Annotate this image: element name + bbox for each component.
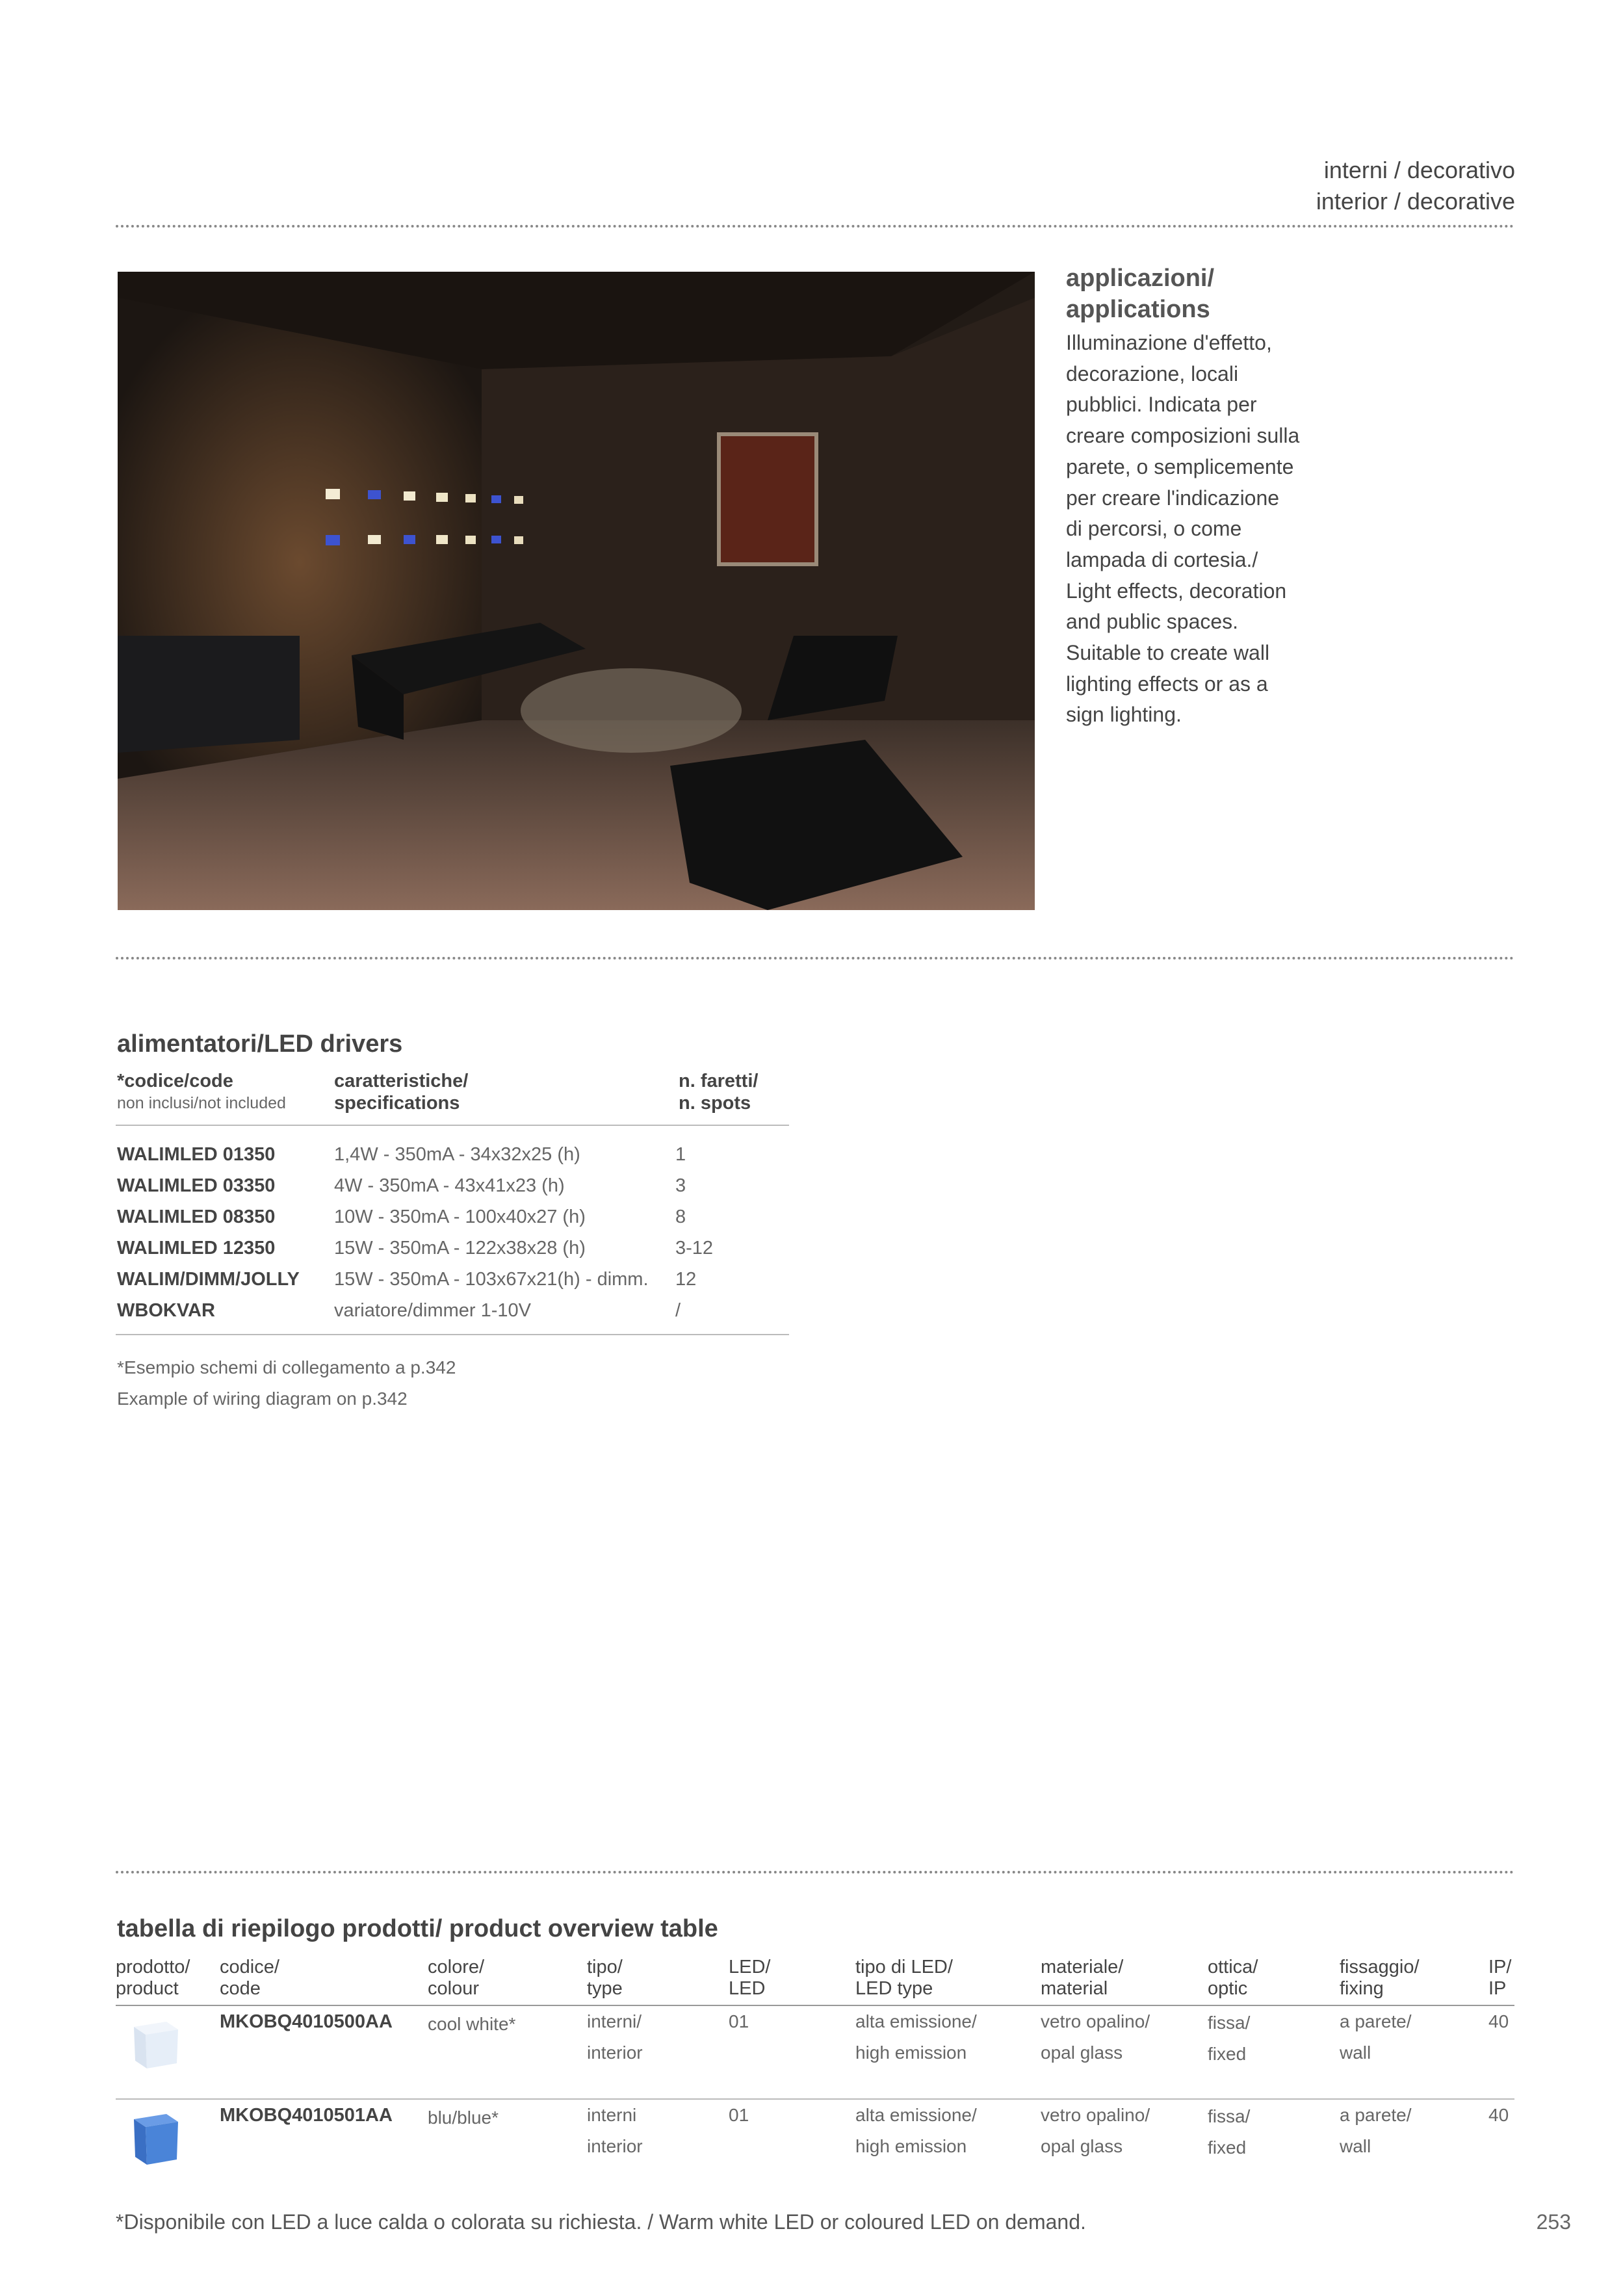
col-label-en: IP [1488, 1978, 1507, 1999]
driver-spots: 1 [675, 1144, 686, 1165]
col-label-en: LED [729, 1978, 766, 1999]
product-ip: 40 [1488, 2011, 1509, 2031]
applications-text [1066, 328, 1326, 731]
cell-line: opal glass [1041, 2136, 1123, 2156]
overview-col-led [729, 1957, 770, 2000]
col-label-it: IP/ [1488, 1957, 1512, 1977]
driver-spots: 3-12 [675, 1238, 714, 1259]
table-row [117, 1207, 786, 1238]
overview-col-type [587, 1957, 623, 2000]
cell-line: fissa/ [1208, 2106, 1251, 2126]
cell-line: vetro opalino/ [1041, 2105, 1150, 2125]
drivers-note-en: Example of wiring diagram on p.342 [117, 1389, 408, 1409]
driver-code: WALIMLED 03350 [117, 1175, 276, 1196]
overview-title: tabella di riepilogo prodotti/ product overview table [117, 1915, 718, 1942]
drivers-header-rule [116, 1125, 789, 1126]
driver-spots: / [675, 1300, 681, 1321]
driver-code: WALIMLED 12350 [117, 1238, 276, 1259]
col-label-en: material [1041, 1978, 1108, 1999]
applications-title-it: applicazioni/ [1066, 265, 1215, 292]
col-label-en: optic [1208, 1978, 1248, 1999]
cell-line: interni/ [587, 2011, 642, 2031]
overview-col-code [220, 1957, 279, 2000]
driver-spec: 15W - 350mA - 122x38x28 (h) [334, 1238, 586, 1259]
col-label-en: code [220, 1978, 261, 1999]
footer-note: *Disponibile con LED a luce calda o colorata su richiesta. / Warm white LED or coloured LED on demand. [116, 2210, 1086, 2234]
drivers-col-spec [334, 1070, 468, 1114]
col-label-en: LED type [855, 1978, 933, 1999]
drivers-col-spots-it: n. faretti/ [679, 1071, 759, 1091]
col-label-it: tipo di LED/ [855, 1957, 953, 1977]
table-row [117, 1238, 786, 1269]
cell-line: high emission [855, 2042, 967, 2063]
overview-col-colour [428, 1957, 484, 2000]
divider [116, 957, 1514, 959]
drivers-col-code-sub: non inclusi/not included [117, 1094, 286, 1112]
section-label-it: interni / decorativo [1323, 157, 1515, 183]
product-led: 01 [729, 2011, 749, 2031]
product-colour: cool white* [428, 2014, 516, 2034]
product-thumbnail [129, 2015, 182, 2071]
product-thumbnail [129, 2109, 182, 2167]
product-fixing [1340, 2006, 1412, 2068]
col-label-it: codice/ [220, 1957, 279, 1977]
cell-line: a parete/ [1340, 2105, 1412, 2125]
product-ip: 40 [1488, 2105, 1509, 2125]
cell-line: a parete/ [1340, 2011, 1412, 2031]
applications-line: and public spaces. [1066, 610, 1239, 634]
cell-line: wall [1340, 2136, 1371, 2156]
col-label-it: fissaggio/ [1340, 1957, 1420, 1977]
drivers-col-spec-en: specifications [334, 1093, 460, 1114]
drivers-col-spots [679, 1070, 758, 1114]
drivers-note-it: *Esempio schemi di collegamento a p.342 [117, 1357, 456, 1377]
overview-col-product [116, 1957, 190, 2000]
overview-col-ledtype [855, 1957, 953, 2000]
driver-code: WALIMLED 01350 [117, 1144, 276, 1165]
driver-spec: 1,4W - 350mA - 34x32x25 (h) [334, 1144, 580, 1165]
col-label-en: colour [428, 1978, 479, 1999]
applications-line: di percorsi, o come [1066, 517, 1242, 541]
col-label-it: ottica/ [1208, 1957, 1258, 1977]
product-ledtype [855, 2006, 977, 2068]
overview-col-ip [1488, 1957, 1511, 2000]
row-divider [116, 2098, 1514, 2100]
table-row [117, 1175, 786, 1207]
cell-line: interior [587, 2042, 643, 2063]
driver-spec: 10W - 350mA - 100x40x27 (h) [334, 1207, 586, 1227]
col-label-it: prodotto/ [116, 1957, 190, 1977]
applications-title [1066, 263, 1214, 325]
product-optic [1208, 2007, 1250, 2070]
driver-code: WALIM/DIMM/JOLLY [117, 1269, 300, 1290]
drivers-col-code [117, 1070, 286, 1114]
product-colour: blu/blue* [428, 2107, 499, 2128]
cell-line: opal glass [1041, 2042, 1123, 2063]
page-number: 253 [1536, 2210, 1571, 2234]
applications-title-en: applications [1066, 296, 1210, 323]
product-code: MKOBQ4010500AA [220, 2011, 393, 2032]
applications-line: lampada di cortesia./ [1066, 547, 1258, 571]
cell-line: fixed [1208, 2137, 1247, 2158]
product-type [587, 2006, 643, 2068]
driver-code: WBOKVAR [117, 1300, 215, 1321]
applications-line: decorazione, locali [1066, 361, 1239, 385]
product-material [1041, 2006, 1150, 2068]
overview-col-fixing [1340, 1957, 1420, 2000]
cell-line: alta emissione/ [855, 2105, 977, 2125]
driver-spec: 15W - 350mA - 103x67x21(h) - dimm. [334, 1269, 649, 1290]
applications-line: sign lighting. [1066, 703, 1182, 727]
product-led: 01 [729, 2105, 749, 2125]
divider [116, 225, 1514, 228]
driver-spec: 4W - 350mA - 43x41x23 (h) [334, 1175, 565, 1196]
overview-col-material [1041, 1957, 1123, 2000]
applications-line: creare composizioni sulla [1066, 424, 1300, 448]
col-label-en: type [587, 1978, 623, 1999]
cell-line: interni [587, 2105, 637, 2125]
col-label-en: product [116, 1978, 179, 1999]
applications-line: Light effects, decoration [1066, 579, 1287, 603]
overview-header-rule [116, 2005, 1514, 2006]
product-material [1041, 2100, 1150, 2162]
product-type [587, 2100, 643, 2162]
cell-line: interior [587, 2136, 643, 2156]
driver-spots: 3 [675, 1175, 686, 1196]
col-label-it: colore/ [428, 1957, 485, 1977]
applications-line: parete, o semplicemente [1066, 454, 1294, 478]
cell-line: high emission [855, 2136, 967, 2156]
applications-line: pubblici. Indicata per [1066, 393, 1257, 417]
driver-code: WALIMLED 08350 [117, 1207, 276, 1227]
cell-line: fissa/ [1208, 2013, 1251, 2033]
divider [116, 1871, 1514, 1873]
cell-line: wall [1340, 2042, 1371, 2063]
product-ledtype [855, 2100, 977, 2162]
driver-spots: 12 [675, 1269, 697, 1290]
col-label-it: LED/ [729, 1957, 771, 1977]
applications-line: Suitable to create wall [1066, 641, 1270, 665]
applications-line: lighting effects or as a [1066, 672, 1268, 696]
col-label-it: tipo/ [587, 1957, 623, 1977]
drivers-title: alimentatori/LED drivers [117, 1030, 403, 1058]
overview-col-optic [1208, 1957, 1258, 2000]
applications-line: Illuminazione d'effetto, [1066, 331, 1272, 354]
product-fixing [1340, 2100, 1412, 2162]
cell-line: alta emissione/ [855, 2011, 977, 2031]
table-row [117, 1144, 786, 1175]
table-row [117, 1300, 786, 1331]
drivers-col-spec-it: caratteristiche/ [334, 1071, 469, 1091]
driver-spec: variatore/dimmer 1-10V [334, 1300, 531, 1321]
drivers-footer-rule [116, 1334, 789, 1335]
driver-spots: 8 [675, 1207, 686, 1227]
drivers-col-spots-en: n. spots [679, 1093, 751, 1114]
table-row [117, 1269, 786, 1300]
col-label-en: fixing [1340, 1978, 1384, 1999]
room-photo [118, 272, 1035, 910]
col-label-it: materiale/ [1041, 1957, 1124, 1977]
section-label-en: interior / decorative [1316, 188, 1515, 215]
cell-line: vetro opalino/ [1041, 2011, 1150, 2031]
drivers-col-code-label: *codice/code [117, 1071, 233, 1091]
product-code: MKOBQ4010501AA [220, 2105, 393, 2126]
drivers-table [117, 1144, 793, 1339]
cell-line: fixed [1208, 2044, 1247, 2064]
product-optic [1208, 2101, 1250, 2163]
applications-line: per creare l'indicazione [1066, 486, 1280, 510]
